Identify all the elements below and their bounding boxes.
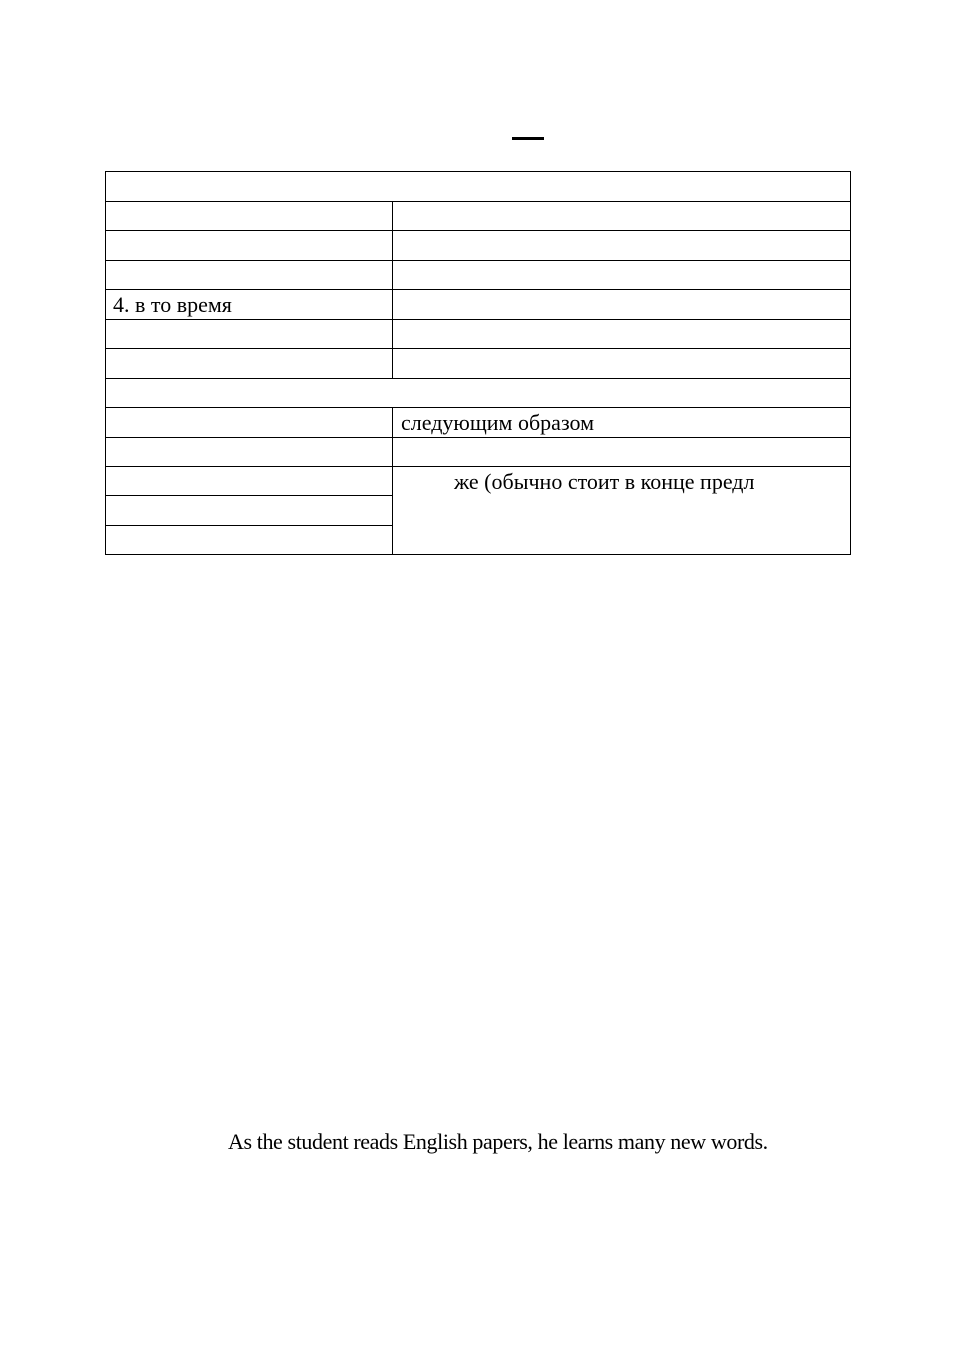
row-divider [106, 348, 850, 349]
example-sentence: As the student reads English papers, he learns many new words. [228, 1129, 768, 1154]
row-divider [106, 260, 850, 261]
row-divider [106, 230, 850, 231]
row-divider [106, 437, 850, 438]
column-divider [392, 407, 393, 554]
row-divider [106, 319, 850, 320]
row-divider [106, 466, 850, 467]
row-divider-left [106, 525, 393, 526]
vocabulary-table [105, 171, 851, 555]
column-divider [392, 201, 393, 378]
cell-row10-right: же (обычно стоит в конце предл [454, 469, 755, 494]
title-dash [512, 137, 544, 140]
row-divider [106, 201, 850, 202]
cell-row4-left: 4. в то время [113, 292, 232, 317]
row-divider-left [106, 495, 393, 496]
row-divider [106, 289, 850, 290]
row-divider [106, 407, 850, 408]
row-divider [106, 378, 850, 379]
cell-row8-right: следующим образом [401, 410, 595, 435]
